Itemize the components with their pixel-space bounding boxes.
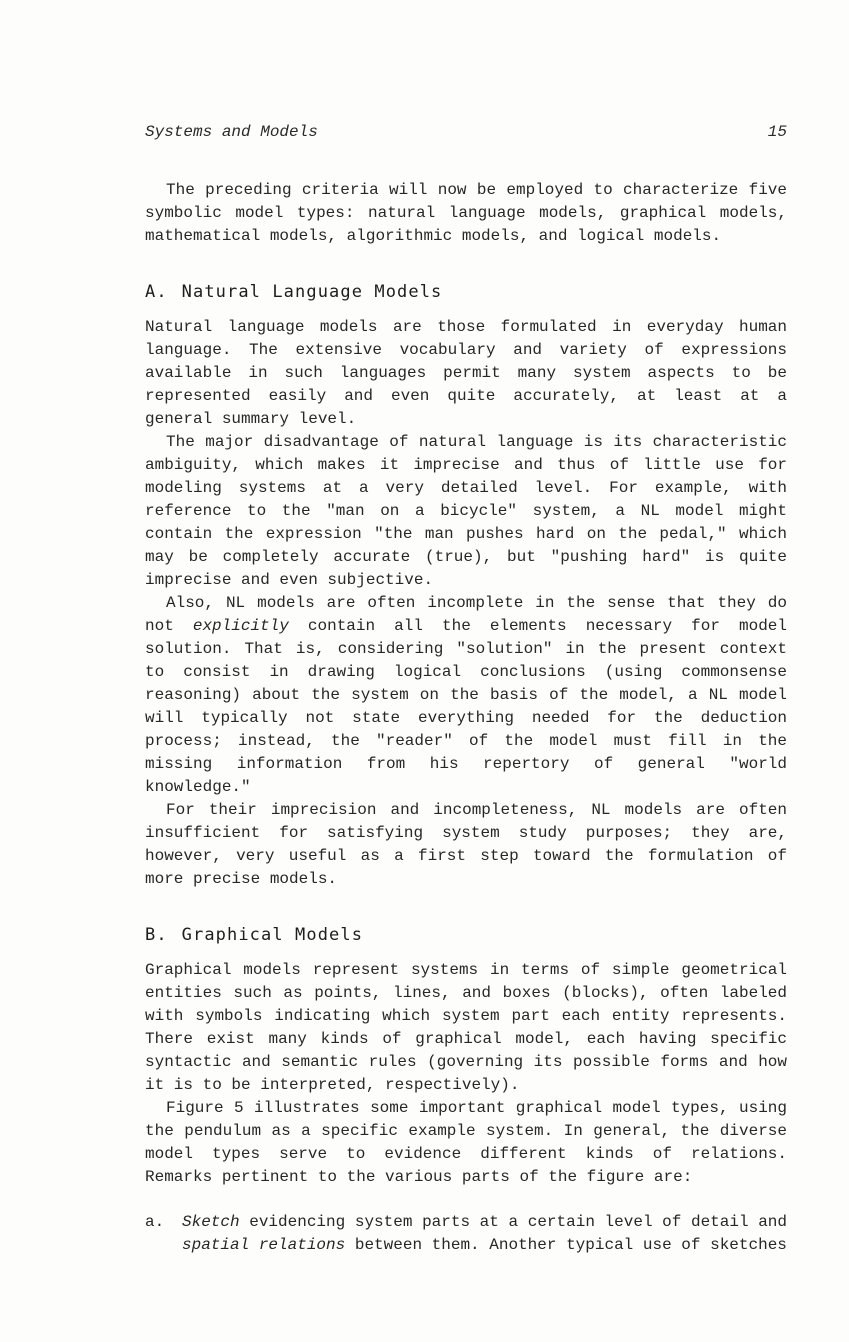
text-segment: Also, NL models are often incomplete in the sense that they do not <box>145 594 787 635</box>
text-segment: contain all the elements necessary for model solution. That is, considering "solution" in the present context to consist in drawing logical conclusions (using commonsense reasoning) about the system on the basis of the model, a NL model will typically not state everything needed for the deduction process; instead, the "reader" of the model must fill in the missing information from his repertory of general "world knowledge." <box>145 617 787 796</box>
section-a-heading <box>145 281 787 304</box>
page-number: 15 <box>767 123 787 141</box>
text-segment-italic: explicitly <box>192 617 289 635</box>
list-item-a-text <box>182 1211 787 1257</box>
section-b-heading <box>145 924 787 947</box>
paragraph-a3 <box>145 592 787 799</box>
intro-paragraph: The preceding criteria will now be employed to characterize five symbolic model types: natural language models, graphical models, mathematical models, algorithmic models, and logical models. <box>145 181 787 245</box>
running-header-title: Systems and Models <box>145 123 318 141</box>
page-content <box>145 121 787 1257</box>
running-header <box>145 121 787 144</box>
paragraph-a1: Natural language models are those formulated in everyday human language. The extensive vocabulary and variety of expressions available in such languages permit many system aspects to be represented easily and even quite accurately, at least at a general summary level. <box>145 318 787 428</box>
paragraph-b2: Figure 5 illustrates some important graphical model types, using the pendulum as a specific example system. In general, the diverse model types serve to evidence different kinds of relations. Remarks pertinent to the various parts of the figure are: <box>145 1099 787 1186</box>
section-b-title: Graphical Models <box>181 925 364 945</box>
text-segment-italic: Sketch <box>182 1213 240 1231</box>
list-item-a <box>145 1211 787 1257</box>
section-b-label: B. <box>145 925 168 945</box>
paragraph-a2: The major disadvantage of natural language is its characteristic ambiguity, which makes it imprecise and thus of little use for modeling systems at a very detailed level. For example, with reference to the "man on a bicycle" system, a NL model might contain the expression "the man pushes hard on the pedal," which may be completely accurate (true), but "pushing hard" is quite imprecise and even subjective. <box>145 433 787 589</box>
text-segment: evidencing system parts at a certain level of detail and <box>239 1213 787 1231</box>
list-item-a-label: a. <box>145 1213 165 1231</box>
text-segment: between them. Another typical use of sketches <box>345 1236 787 1254</box>
section-a-title: Natural Language Models <box>181 282 443 302</box>
section-a-label: A. <box>145 282 168 302</box>
text-segment-italic: spatial relations <box>182 1236 346 1254</box>
paragraph-b1: Graphical models represent systems in terms of simple geometrical entities such as points, lines, and boxes (blocks), often labeled with symbols indicating which system part each entity represents. There exist many kinds of graphical model, each having specific syntactic and semantic rules (governing its possible forms and how it is to be interpreted, respectively). <box>145 961 787 1094</box>
paragraph-a4: For their imprecision and incompleteness, NL models are often insufficient for satisfying system study purposes; they are, however, very useful as a first step toward the formulation of more precise models. <box>145 801 787 888</box>
